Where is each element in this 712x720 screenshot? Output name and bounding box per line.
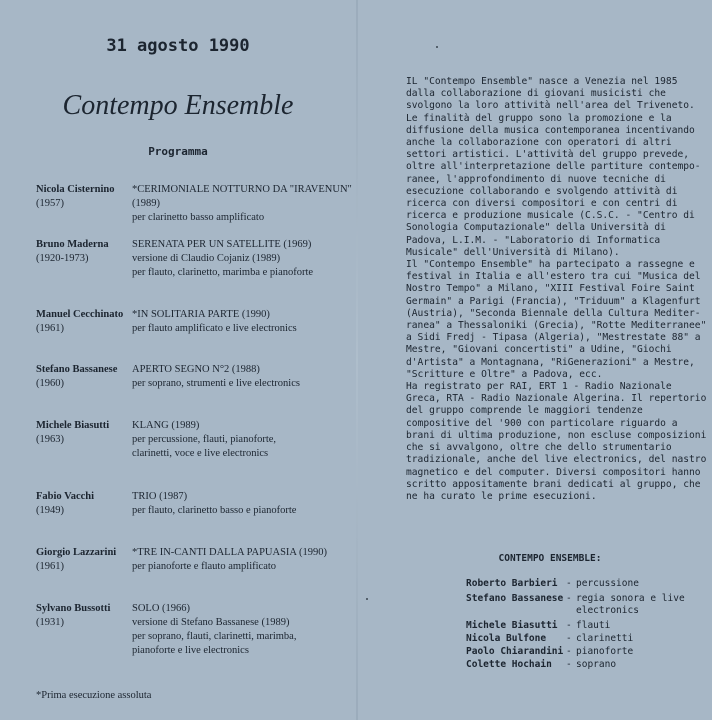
- member-role: soprano: [576, 659, 617, 670]
- composer-name: Michele Biasutti: [36, 420, 110, 431]
- work-instrumentation: per percussione, flauti, pianoforte,: [132, 434, 277, 445]
- member-name: Nicola Bulfone: [466, 633, 547, 644]
- composer-years: (1949): [36, 505, 64, 516]
- work: [132, 602, 362, 658]
- bio-line: a Sidi Fredj - Tipasa (Algeria), "Mestrestate 88" a: [406, 332, 701, 344]
- member-dash: -: [566, 593, 572, 604]
- member-dash: -: [566, 659, 572, 670]
- program-heading: Programma: [148, 145, 208, 158]
- work-title: SERENATA PER UN SATELLITE (1969): [132, 239, 312, 250]
- bio-line: ranea" a Thessaloniki (Grecia), "Rotte Mediterranee": [406, 320, 707, 332]
- bio-line: Greca, RTA - Radio Nazionale Algerina. Il repertorio: [406, 393, 707, 405]
- work: [132, 308, 362, 336]
- composer-name: Fabio Vacchi: [36, 491, 95, 502]
- bio-line: "Scritture e Oltre" a Padova, ecc.: [406, 368, 603, 380]
- bio-line: ranee, l'approfondimento di nuove tecniche di: [406, 173, 666, 185]
- member-name: Stefano Bassanese: [466, 593, 564, 604]
- work: [132, 363, 362, 391]
- ensemble-members-heading: CONTEMPO ENSEMBLE:: [498, 553, 602, 564]
- composer: [36, 308, 126, 336]
- bio-line: Padova, L.I.M. - "Laboratorio di Informatica: [406, 234, 661, 246]
- work-title: SOLO (1966): [132, 603, 191, 614]
- work-title: TRIO (1987): [132, 491, 188, 502]
- composer-name: Giorgio Lazzarini: [36, 547, 117, 558]
- member-dash: -: [566, 578, 572, 589]
- work-instrumentation: pianoforte e live electronics: [132, 645, 249, 656]
- bio-line: magnetico e del computer. Diversi compositori hanno: [406, 466, 701, 478]
- composer-name: Nicola Cisternino: [36, 184, 115, 195]
- member-name: Paolo Chiarandini: [466, 646, 564, 657]
- work-title: *CERIMONIALE NOTTURNO DA "IRAVENUN" (1989): [132, 184, 352, 209]
- ensemble-title: Contempo Ensemble: [62, 90, 294, 121]
- work: [132, 238, 362, 280]
- bio-line: IL "Contempo Ensemble" nasce a Venezia nel 1985: [406, 76, 678, 87]
- work-instrumentation: per flauto amplificato e live electronics: [132, 323, 297, 334]
- work: [132, 490, 362, 518]
- composer-name: Bruno Maderna: [36, 239, 109, 250]
- bio-line: settori artistici. L'attività del gruppo prevede,: [406, 149, 690, 161]
- composer-name: Stefano Bassanese: [36, 364, 118, 375]
- bio-line: che si avvalgono, oltre che dello strumentario: [406, 442, 672, 454]
- bio-line: del gruppo comprende le maggiori tendenze: [406, 405, 643, 417]
- bio-line: Il "Contempo Ensemble" ha partecipato a rassegne e: [406, 259, 695, 271]
- work-instrumentation: per flauto, clarinetto basso e pianoforte: [132, 505, 297, 516]
- bio-line: festival in Italia e all'estero tra cui "Musica del: [406, 271, 701, 283]
- member-role: regia sonora e live electronics: [576, 593, 685, 616]
- composer-years: (1961): [36, 561, 64, 572]
- work-version: versione di Stefano Bassanese (1989): [132, 617, 290, 628]
- composer: [36, 183, 126, 211]
- composer-years: (1957): [36, 198, 64, 209]
- composer-years: (1963): [36, 434, 64, 445]
- bio-line: Le finalità del gruppo sono la promozione e la: [406, 112, 672, 124]
- bio-line: Nostro Tempo" a Milano, "XIII Festival Foire Saint: [406, 283, 695, 295]
- member-name: Michele Biasutti: [466, 620, 558, 631]
- work: [132, 546, 362, 574]
- bio-line: ricerca e produzione musicale (C.S.C. - "Centro di: [406, 210, 695, 222]
- bio-line: anche la collaborazione con operatori di altri: [406, 137, 672, 149]
- composer: [36, 546, 126, 574]
- composer: [36, 419, 126, 447]
- bio-line: ne ha curato le prime esecuzioni.: [406, 490, 597, 502]
- work-instrumentation: per flauto, clarinetto, marimba e pianoforte: [132, 267, 314, 278]
- composer-years: (1960): [36, 378, 64, 389]
- member-dash: -: [566, 620, 572, 631]
- composer-years: (1961): [36, 323, 64, 334]
- bio-line: scritto appositamente brani dedicati al gruppo, che: [406, 478, 701, 490]
- member-role: clarinetti: [576, 633, 634, 644]
- member-name: Roberto Barbieri: [466, 578, 558, 589]
- composer-years: (1920-1973): [36, 253, 89, 264]
- member-role: pianoforte: [576, 646, 634, 657]
- work-title: *TRE IN-CANTI DALLA PAPUASIA (1990): [132, 547, 328, 558]
- composer: [36, 363, 126, 391]
- composer: [36, 490, 126, 518]
- composer-name: Sylvano Bussotti: [36, 603, 111, 614]
- concert-date: 31 agosto 1990: [106, 36, 250, 56]
- bio-line: Musicale" dell'Università di Milano).: [406, 246, 620, 258]
- work: [132, 419, 362, 461]
- bio-line: svolgono la loro attività nell'area del Triveneto.: [406, 100, 695, 112]
- member-role: flauti: [576, 620, 611, 631]
- composer: [36, 602, 126, 630]
- bio-line: brani di ultima produzione, non escluse composizioni: [406, 429, 707, 441]
- composer: [36, 238, 126, 266]
- work-instrumentation: per pianoforte e flauto amplificato: [132, 561, 277, 572]
- work-instrumentation: per soprano, flauti, clarinetti, marimba,: [132, 631, 297, 642]
- bio-line: Ha registrato per RAI, ERT 1 - Radio Nazionale: [406, 381, 672, 393]
- composer-years: (1931): [36, 617, 64, 628]
- bio-line: Germain" a Parigi (Francia), "Triduum" a Klagenfurt: [406, 295, 701, 307]
- work-instrumentation: per clarinetto basso amplificato: [132, 212, 265, 223]
- bio-line: dalla collaborazione di giovani musicisti che: [406, 88, 666, 100]
- bio-line: (Austria), "Seconda Biennale della Cultura Mediter-: [406, 307, 701, 319]
- bio-line: diffusione della musica contemporanea incentivando: [406, 124, 695, 136]
- bio-line: compositive del '900 con particolare riguardo a: [406, 417, 678, 429]
- paper-speck: [366, 598, 368, 600]
- composer-name: Manuel Cecchinato: [36, 309, 124, 320]
- bio-line: tradizionale, anche del live electronics, del nastro: [406, 454, 707, 466]
- bio-line: ricerca con diversi compositori e con centri di: [406, 198, 678, 210]
- work-version: versione di Claudio Cojaniz (1989): [132, 253, 281, 264]
- member-dash: -: [566, 646, 572, 657]
- bio-line: Sonologia Computazionale" della Università di: [406, 222, 666, 234]
- bio-line: d'Artista" a Montagnana, "RiGenerazioni" a Mestre,: [406, 356, 695, 368]
- work-title: *IN SOLITARIA PARTE (1990): [132, 309, 270, 320]
- work-instrumentation: per soprano, strumenti e live electronics: [132, 378, 300, 389]
- bio-line: Mestre, "Giovani concertisti" a Udine, "Giochi: [406, 344, 672, 356]
- work-title: KLANG (1989): [132, 420, 200, 431]
- footnote: *Prima esecuzione assoluta: [36, 690, 152, 701]
- member-role: percussione: [576, 578, 639, 589]
- work: [132, 183, 362, 225]
- member-dash: -: [566, 633, 572, 644]
- ensemble-biography: [406, 76, 707, 503]
- paper-speck: [436, 46, 438, 48]
- work-instrumentation: clarinetti, voce e live electronics: [132, 448, 269, 459]
- member-name: Colette Hochain: [466, 659, 552, 670]
- bio-line: oltre all'interpretazione delle partiture contempo-: [406, 161, 701, 173]
- bio-line: esecuzione collaborando e svolgendo attività di: [406, 185, 678, 197]
- work-title: APERTO SEGNO N°2 (1988): [132, 364, 260, 375]
